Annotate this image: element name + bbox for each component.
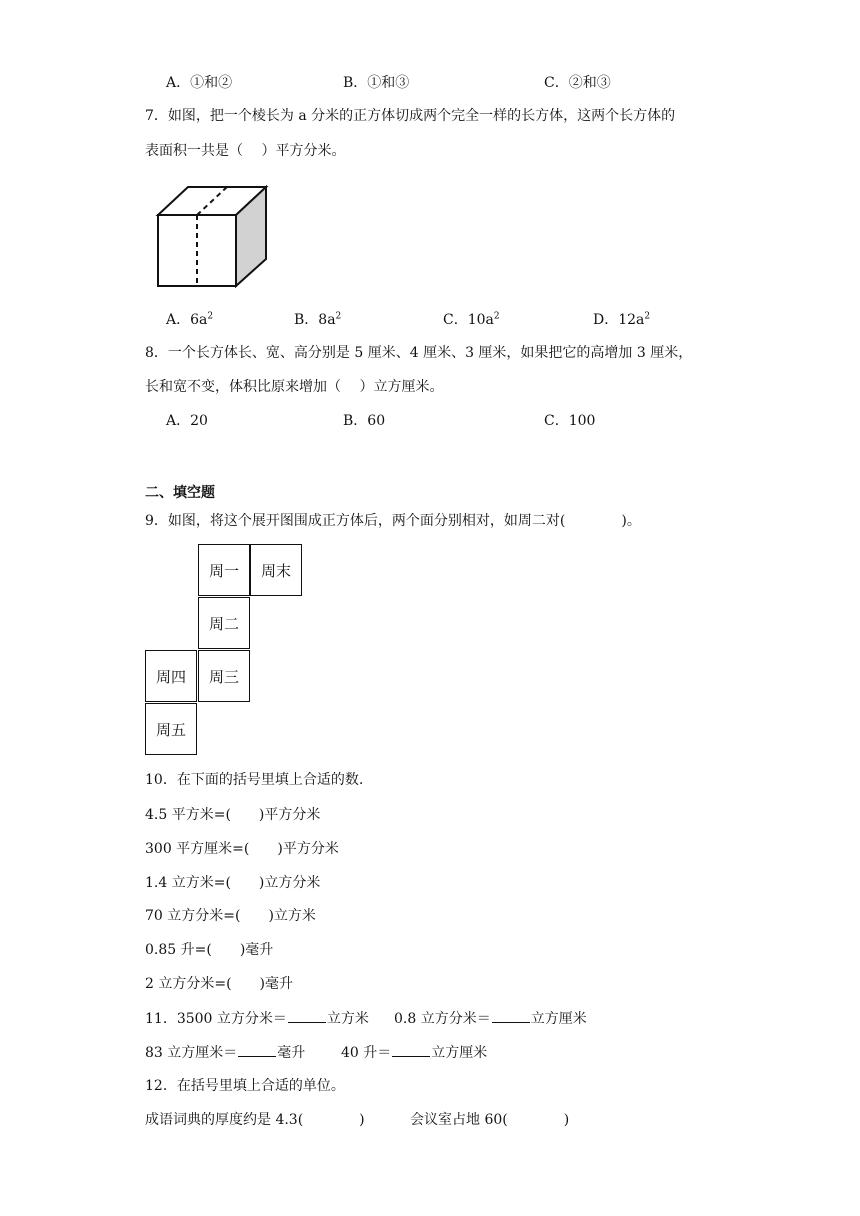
q8-option-a: A．20 [166, 413, 208, 429]
q9-text: 9．如图，将这个展开图围成正方体后，两个面分别相对，如周二对( )。 [145, 513, 641, 529]
q8-text-line2: 长和宽不变，体积比原来增加（ ）立方厘米。 [145, 379, 444, 395]
q8-option-b: B．60 [343, 413, 386, 429]
net-cell-thu: 周四 [145, 650, 197, 702]
q11-part-d: 40 升＝ 立方厘米 [341, 1042, 487, 1063]
q10-item: 1.4 立方米=( )立方分米 [145, 875, 321, 891]
net-cell-fri: 周五 [145, 703, 197, 755]
q6-option-c: C．②和③ [544, 75, 611, 91]
answer-blank [492, 1008, 530, 1023]
q7-text-line1: 7．如图，把一个棱长为 a 分米的正方体切成两个完全一样的长方体，这两个长方体的 [145, 108, 676, 124]
q10-item: 4.5 平方米=( )平方分米 [145, 807, 321, 823]
q10-item: 2 立方分米=( )毫升 [145, 976, 294, 992]
q7-option-c: C．$10a^2$ [443, 311, 500, 328]
q10-item: 0.85 升=( )毫升 [145, 942, 274, 958]
section-title-fill-blank: 二、填空题 [145, 485, 215, 501]
q11-part-c: 83 立方厘米＝ 毫升 [145, 1042, 305, 1063]
net-cell-mon: 周一 [198, 544, 250, 596]
q10-item: 300 平方厘米=( )平方分米 [145, 841, 339, 857]
q6-option-b: B．①和③ [343, 75, 410, 91]
cube-figure [150, 183, 275, 293]
q12-part-a: 成语词典的厚度约是 4.3( ) [145, 1112, 365, 1128]
net-cell-tue: 周二 [198, 597, 250, 649]
q11-part-b: 0.8 立方分米＝ 立方厘米 [394, 1008, 587, 1029]
q10-title: 10．在下面的括号里填上合适的数. [145, 772, 364, 788]
answer-blank [288, 1008, 326, 1023]
q12-title: 12．在括号里填上合适的单位。 [145, 1078, 345, 1094]
q8-option-c: C．100 [544, 413, 596, 429]
answer-blank [392, 1042, 430, 1057]
q10-item: 70 立方分米=( )立方米 [145, 908, 316, 924]
q11-part-a: 11．3500 立方分米＝ 立方米 [145, 1008, 369, 1029]
answer-blank [238, 1042, 276, 1057]
q6-option-a: A．①和② [166, 75, 233, 91]
q8-text-line1: 8．一个长方体长、宽、高分别是 5 厘米、4 厘米、3 厘米，如果把它的高增加 3 厘米， [145, 345, 693, 361]
net-cell-weekend: 周末 [250, 544, 302, 596]
q7-option-b: B．$8a^2$ [294, 311, 342, 328]
q7-option-a: A．$6a^2$ [166, 311, 214, 328]
q7-text-line2: 表面积一共是（ ）平方分米。 [145, 143, 346, 159]
q7-option-d: D．$12a^2$ [593, 311, 651, 328]
q12-part-b: 会议室占地 60( ) [410, 1112, 570, 1128]
net-cell-wed: 周三 [198, 650, 250, 702]
